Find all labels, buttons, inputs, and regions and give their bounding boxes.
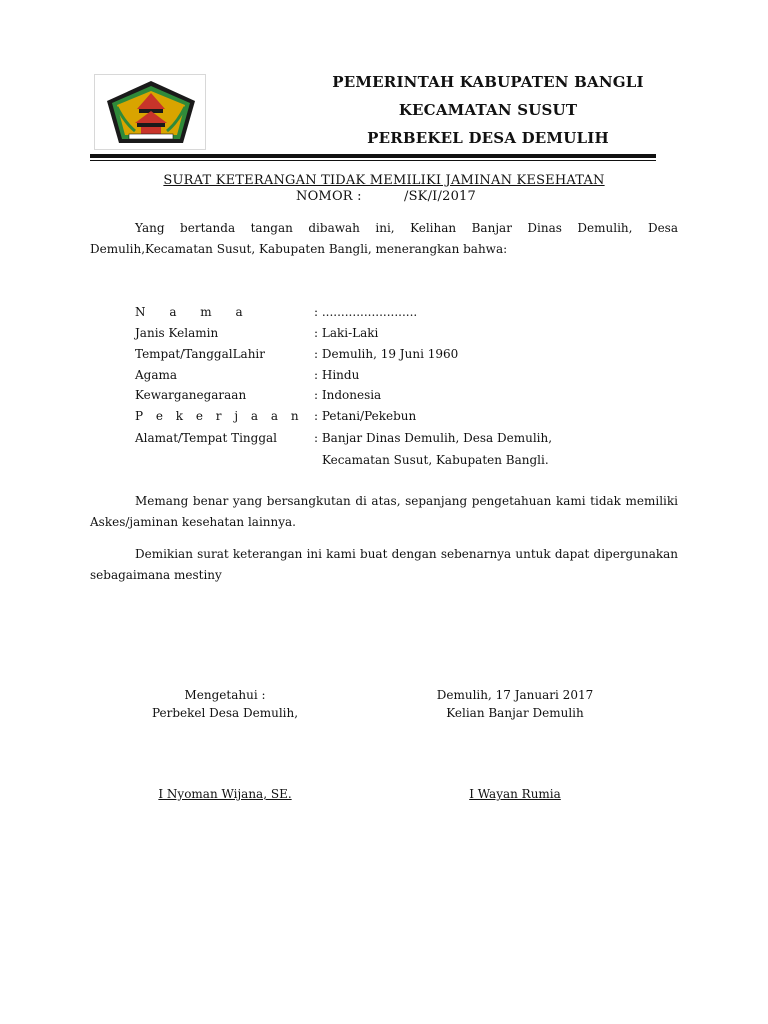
field-label: N a m a	[135, 305, 253, 319]
header-village-head: PERBEKEL DESA DEMULIH	[367, 129, 609, 147]
field-value: : Demulih, 19 Juni 1960	[314, 347, 459, 361]
left-signature-title: Perbekel Desa Demulih,	[151, 706, 299, 720]
field-label: Agama	[135, 368, 178, 382]
header-divider-thin	[90, 160, 656, 161]
document-title: SURAT KETERANGAN TIDAK MEMILIKI JAMINAN KESEHATAN	[163, 173, 605, 188]
field-value: : Petani/Pekebun	[314, 409, 417, 423]
field-value: : Hindu	[314, 368, 360, 382]
right-signature-date: Demulih, 17 Januari 2017	[436, 688, 594, 702]
statement-paragraph: Memang benar yang bersangkutan di atas, sepanjang pengetahuan kami tidak memiliki Askes/jaminan kesehatan lainnya.	[90, 494, 678, 529]
field-value: : Laki-Laki	[314, 326, 379, 340]
left-signatory-name: I Nyoman Wijana, SE.	[158, 787, 292, 801]
address-line-2: Kecamatan Susut, Kabupaten Bangli.	[322, 453, 549, 467]
bangli-emblem-icon	[95, 75, 207, 151]
header-government: PEMERINTAH KABUPATEN BANGLI	[332, 73, 644, 91]
intro-paragraph: Yang bertanda tangan dibawah ini, Kelihan Banjar Dinas Demulih, Desa Demulih,Kecamatan Susut, Kabupaten Bangli, menerangkan bahwa:	[90, 221, 678, 256]
header-divider-thick	[90, 154, 656, 158]
header-district: KECAMATAN SUSUT	[398, 101, 578, 119]
number-label: NOMOR :	[296, 189, 362, 204]
closing-paragraph: Demikian surat keterangan ini kami buat dengan sebenarnya untuk dapat dipergunakan sebagaimana mestiny	[90, 547, 678, 582]
field-label: Janis Kelamin	[135, 326, 219, 340]
right-signatory-name: I Wayan Rumia	[469, 787, 561, 801]
regency-logo	[94, 74, 206, 150]
left-signature-heading: Mengetahui :	[184, 688, 266, 702]
right-signature-title: Kelian Banjar Demulih	[446, 706, 584, 720]
field-value: : .........................	[314, 305, 418, 319]
number-value: /SK/I/2017	[404, 189, 476, 204]
field-label: Tempat/TanggalLahir	[135, 347, 265, 361]
field-value: : Indonesia	[314, 388, 382, 402]
field-label: P e k e r j a a n	[135, 409, 304, 423]
field-label: Alamat/Tempat Tinggal	[135, 431, 278, 445]
field-label: Kewarganegaraan	[135, 388, 247, 402]
field-value: : Banjar Dinas Demulih, Desa Demulih,	[314, 431, 553, 445]
document-number	[296, 189, 476, 204]
